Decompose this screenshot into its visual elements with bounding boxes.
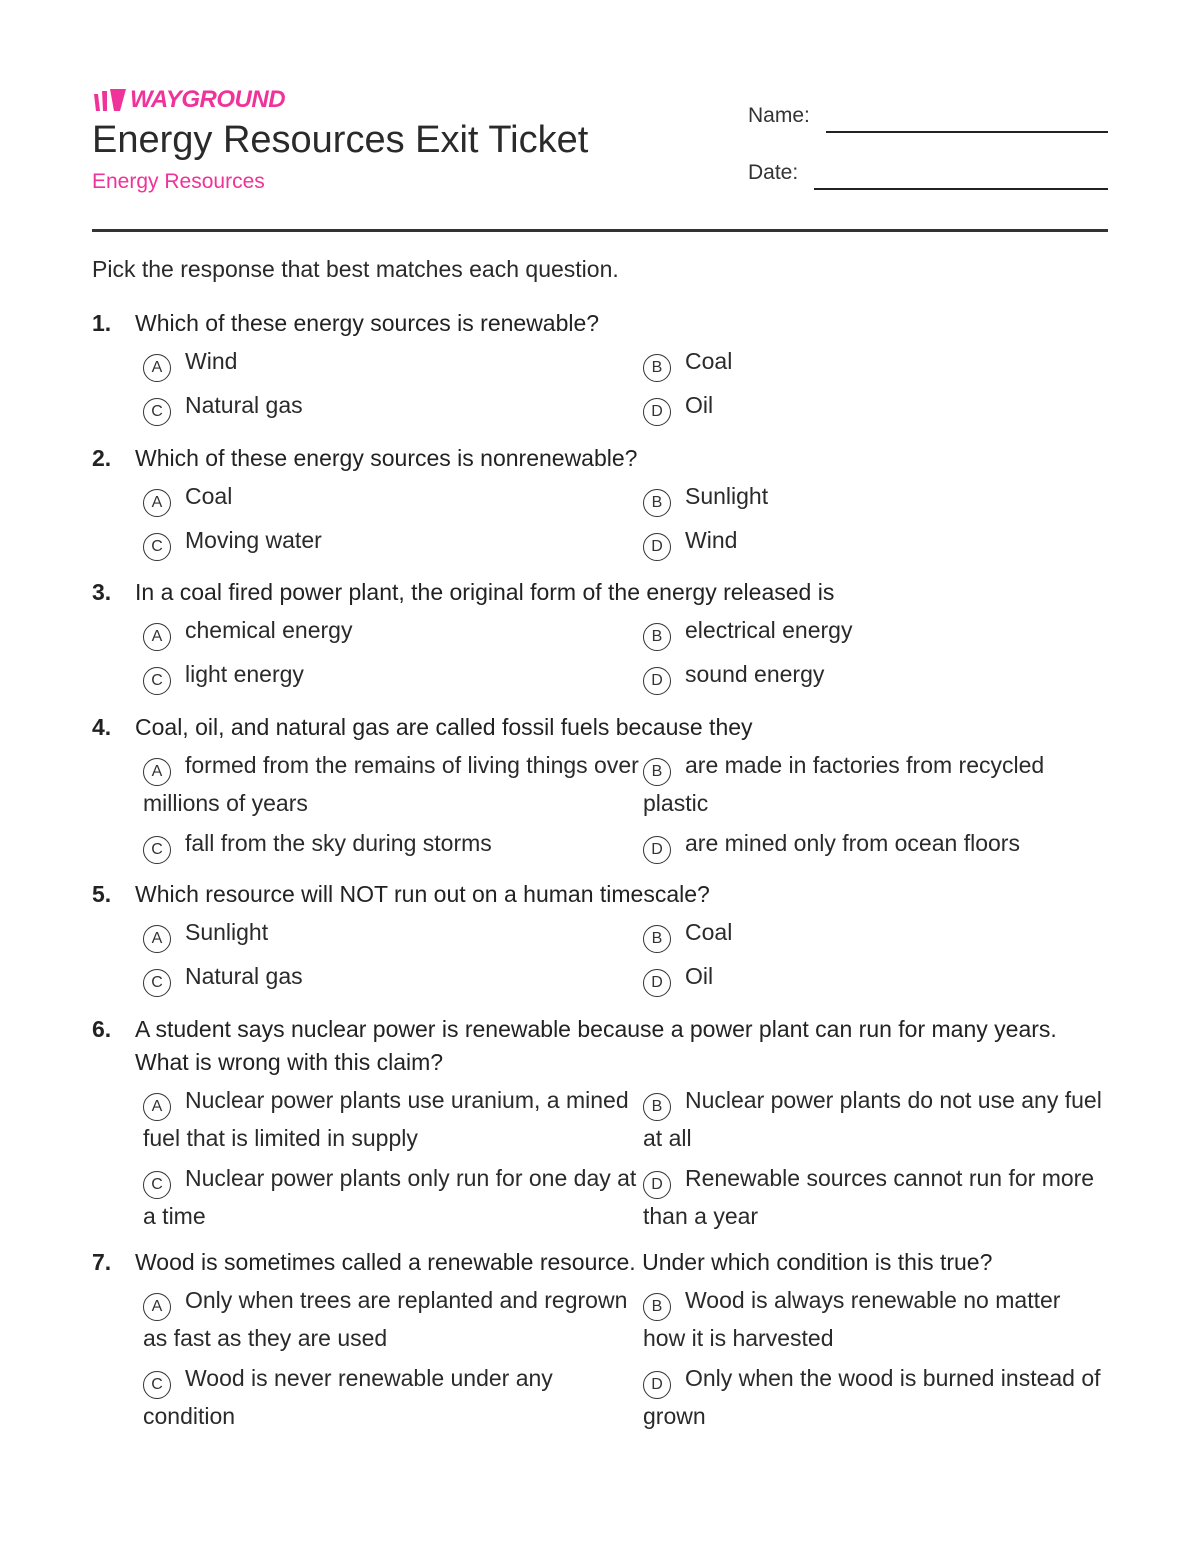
name-field[interactable] bbox=[826, 131, 1108, 133]
option-letter-circle: A bbox=[143, 758, 171, 786]
option-a[interactable] bbox=[143, 748, 643, 820]
option-letter-circle: A bbox=[143, 1093, 171, 1121]
date-label: Date: bbox=[748, 161, 799, 184]
option-text: Nuclear power plants do not use any fuel at all bbox=[643, 1087, 1102, 1151]
option-letter-circle: C bbox=[143, 1171, 171, 1199]
question-number: 4. bbox=[92, 714, 112, 740]
option-b[interactable] bbox=[643, 1083, 1108, 1155]
option-c[interactable] bbox=[143, 1161, 643, 1233]
option-text: are mined only from ocean floors bbox=[685, 830, 1020, 856]
question-header bbox=[92, 711, 1108, 744]
option-a[interactable] bbox=[143, 613, 643, 651]
question-text: In a coal fired power plant, the original form of the energy released is bbox=[135, 579, 835, 605]
question-text: Which of these energy sources is renewable? bbox=[135, 310, 600, 336]
option-text: Only when the wood is burned instead of grown bbox=[643, 1365, 1101, 1429]
option-letter-circle: B bbox=[643, 489, 671, 517]
option-a[interactable] bbox=[143, 1283, 643, 1355]
option-b[interactable] bbox=[643, 748, 1108, 820]
option-letter-circle: B bbox=[643, 1293, 671, 1321]
question-header bbox=[92, 576, 1108, 609]
option-d[interactable] bbox=[643, 1161, 1108, 1233]
question-number: 5. bbox=[92, 881, 112, 907]
option-letter-circle: A bbox=[143, 489, 171, 517]
option-text: Sunlight bbox=[185, 919, 269, 945]
page-title: Energy Resources Exit Ticket bbox=[92, 119, 589, 161]
option-text: Oil bbox=[685, 392, 714, 418]
option-d[interactable] bbox=[643, 388, 1108, 426]
option-letter-circle: D bbox=[643, 969, 671, 997]
question-number: 7. bbox=[92, 1249, 112, 1275]
option-letter-circle: B bbox=[643, 758, 671, 786]
question-text: Which of these energy sources is nonrenewable? bbox=[135, 445, 638, 471]
option-text: chemical energy bbox=[185, 617, 353, 643]
question-number: 2. bbox=[92, 445, 112, 471]
option-text: Wood is always renewable no matter how it is harvested bbox=[643, 1287, 1061, 1351]
option-b[interactable] bbox=[643, 613, 1108, 651]
option-d[interactable] bbox=[643, 959, 1108, 997]
logo-wordmark: WAYGROUND bbox=[130, 86, 286, 113]
answer-options bbox=[143, 915, 1108, 997]
option-letter-circle: C bbox=[143, 398, 171, 426]
option-c[interactable] bbox=[143, 388, 643, 426]
option-a[interactable] bbox=[143, 915, 643, 953]
brand-logo bbox=[92, 86, 285, 114]
question-7 bbox=[92, 1246, 1108, 1433]
question-5 bbox=[92, 878, 1108, 997]
option-text: electrical energy bbox=[685, 617, 853, 643]
option-text: Renewable sources cannot run for more than a year bbox=[643, 1165, 1095, 1229]
option-b[interactable] bbox=[643, 344, 1108, 382]
question-2 bbox=[92, 442, 1108, 561]
question-number: 3. bbox=[92, 579, 112, 605]
answer-options bbox=[143, 344, 1108, 426]
option-letter-circle: D bbox=[643, 1171, 671, 1199]
option-letter-circle: A bbox=[143, 354, 171, 382]
option-a[interactable] bbox=[143, 1083, 643, 1155]
question-text: Coal, oil, and natural gas are called fossil fuels because they bbox=[135, 714, 753, 740]
answer-options bbox=[143, 479, 1108, 561]
option-text: Moving water bbox=[185, 527, 322, 553]
option-text: Coal bbox=[685, 348, 733, 374]
option-b[interactable] bbox=[643, 479, 1108, 517]
option-text: Natural gas bbox=[185, 963, 303, 989]
answer-options bbox=[143, 748, 1108, 864]
answer-options bbox=[143, 613, 1108, 695]
question-1 bbox=[92, 307, 1108, 426]
option-letter-circle: A bbox=[143, 1293, 171, 1321]
option-text: Nuclear power plants only run for one day at a time bbox=[143, 1165, 637, 1229]
option-letter-circle: C bbox=[143, 1371, 171, 1399]
option-letter-circle: B bbox=[643, 1093, 671, 1121]
question-number: 6. bbox=[92, 1016, 112, 1042]
question-text: A student says nuclear power is renewable because a power plant can run for many years. What is wrong with this claim? bbox=[135, 1016, 1057, 1075]
option-text: Sunlight bbox=[685, 483, 769, 509]
option-letter-circle: A bbox=[143, 925, 171, 953]
option-letter-circle: C bbox=[143, 667, 171, 695]
option-c[interactable] bbox=[143, 826, 643, 864]
question-header bbox=[92, 442, 1108, 475]
question-text: Wood is sometimes called a renewable resource. Under which condition is this true? bbox=[135, 1249, 993, 1275]
option-a[interactable] bbox=[143, 344, 643, 382]
option-b[interactable] bbox=[643, 1283, 1108, 1355]
option-text: Wind bbox=[685, 527, 738, 553]
option-letter-circle: D bbox=[643, 836, 671, 864]
option-letter-circle: C bbox=[143, 533, 171, 561]
option-text: are made in factories from recycled plastic bbox=[643, 752, 1045, 816]
option-text: sound energy bbox=[685, 661, 825, 687]
question-4 bbox=[92, 711, 1108, 864]
option-letter-circle: D bbox=[643, 667, 671, 695]
question-header bbox=[92, 1013, 1108, 1079]
option-c[interactable] bbox=[143, 959, 643, 997]
option-letter-circle: D bbox=[643, 398, 671, 426]
option-text: Wind bbox=[185, 348, 238, 374]
question-number: 1. bbox=[92, 310, 112, 336]
option-letter-circle: B bbox=[643, 623, 671, 651]
question-6 bbox=[92, 1013, 1108, 1233]
option-letter-circle: B bbox=[643, 354, 671, 382]
option-letter-circle: B bbox=[643, 925, 671, 953]
option-letter-circle: C bbox=[143, 836, 171, 864]
option-text: light energy bbox=[185, 661, 304, 687]
question-3 bbox=[92, 576, 1108, 695]
option-c[interactable] bbox=[143, 657, 643, 695]
option-d[interactable] bbox=[643, 657, 1108, 695]
option-text: Only when trees are replanted and regrown as fast as they are used bbox=[143, 1287, 628, 1351]
option-letter-circle: C bbox=[143, 969, 171, 997]
option-letter-circle: D bbox=[643, 1371, 671, 1399]
answer-options bbox=[143, 1283, 1108, 1433]
option-b[interactable] bbox=[643, 915, 1108, 953]
question-header bbox=[92, 1246, 1108, 1279]
option-letter-circle: A bbox=[143, 623, 171, 651]
wayground-logo-icon bbox=[92, 89, 126, 111]
option-text: fall from the sky during storms bbox=[185, 830, 492, 856]
date-field[interactable] bbox=[814, 188, 1108, 190]
header-divider bbox=[92, 229, 1108, 232]
option-text: Coal bbox=[685, 919, 733, 945]
question-text: Which resource will NOT run out on a human timescale? bbox=[135, 881, 710, 907]
option-text: formed from the remains of living things over millions of years bbox=[143, 752, 639, 816]
option-letter-circle: D bbox=[643, 533, 671, 561]
instructions: Pick the response that best matches each question. bbox=[92, 256, 619, 282]
question-header bbox=[92, 307, 1108, 340]
page-subtitle: Energy Resources bbox=[92, 170, 265, 193]
option-d[interactable] bbox=[643, 1361, 1108, 1433]
option-d[interactable] bbox=[643, 523, 1108, 561]
name-label: Name: bbox=[748, 104, 810, 127]
option-c[interactable] bbox=[143, 523, 643, 561]
option-text: Coal bbox=[185, 483, 233, 509]
option-a[interactable] bbox=[143, 479, 643, 517]
option-text: Nuclear power plants use uranium, a mined fuel that is limited in supply bbox=[143, 1087, 629, 1151]
question-header bbox=[92, 878, 1108, 911]
option-text: Oil bbox=[685, 963, 714, 989]
answer-options bbox=[143, 1083, 1108, 1233]
option-text: Natural gas bbox=[185, 392, 303, 418]
option-d[interactable] bbox=[643, 826, 1108, 864]
option-text: Wood is never renewable under any condition bbox=[143, 1365, 553, 1429]
option-c[interactable] bbox=[143, 1361, 643, 1433]
